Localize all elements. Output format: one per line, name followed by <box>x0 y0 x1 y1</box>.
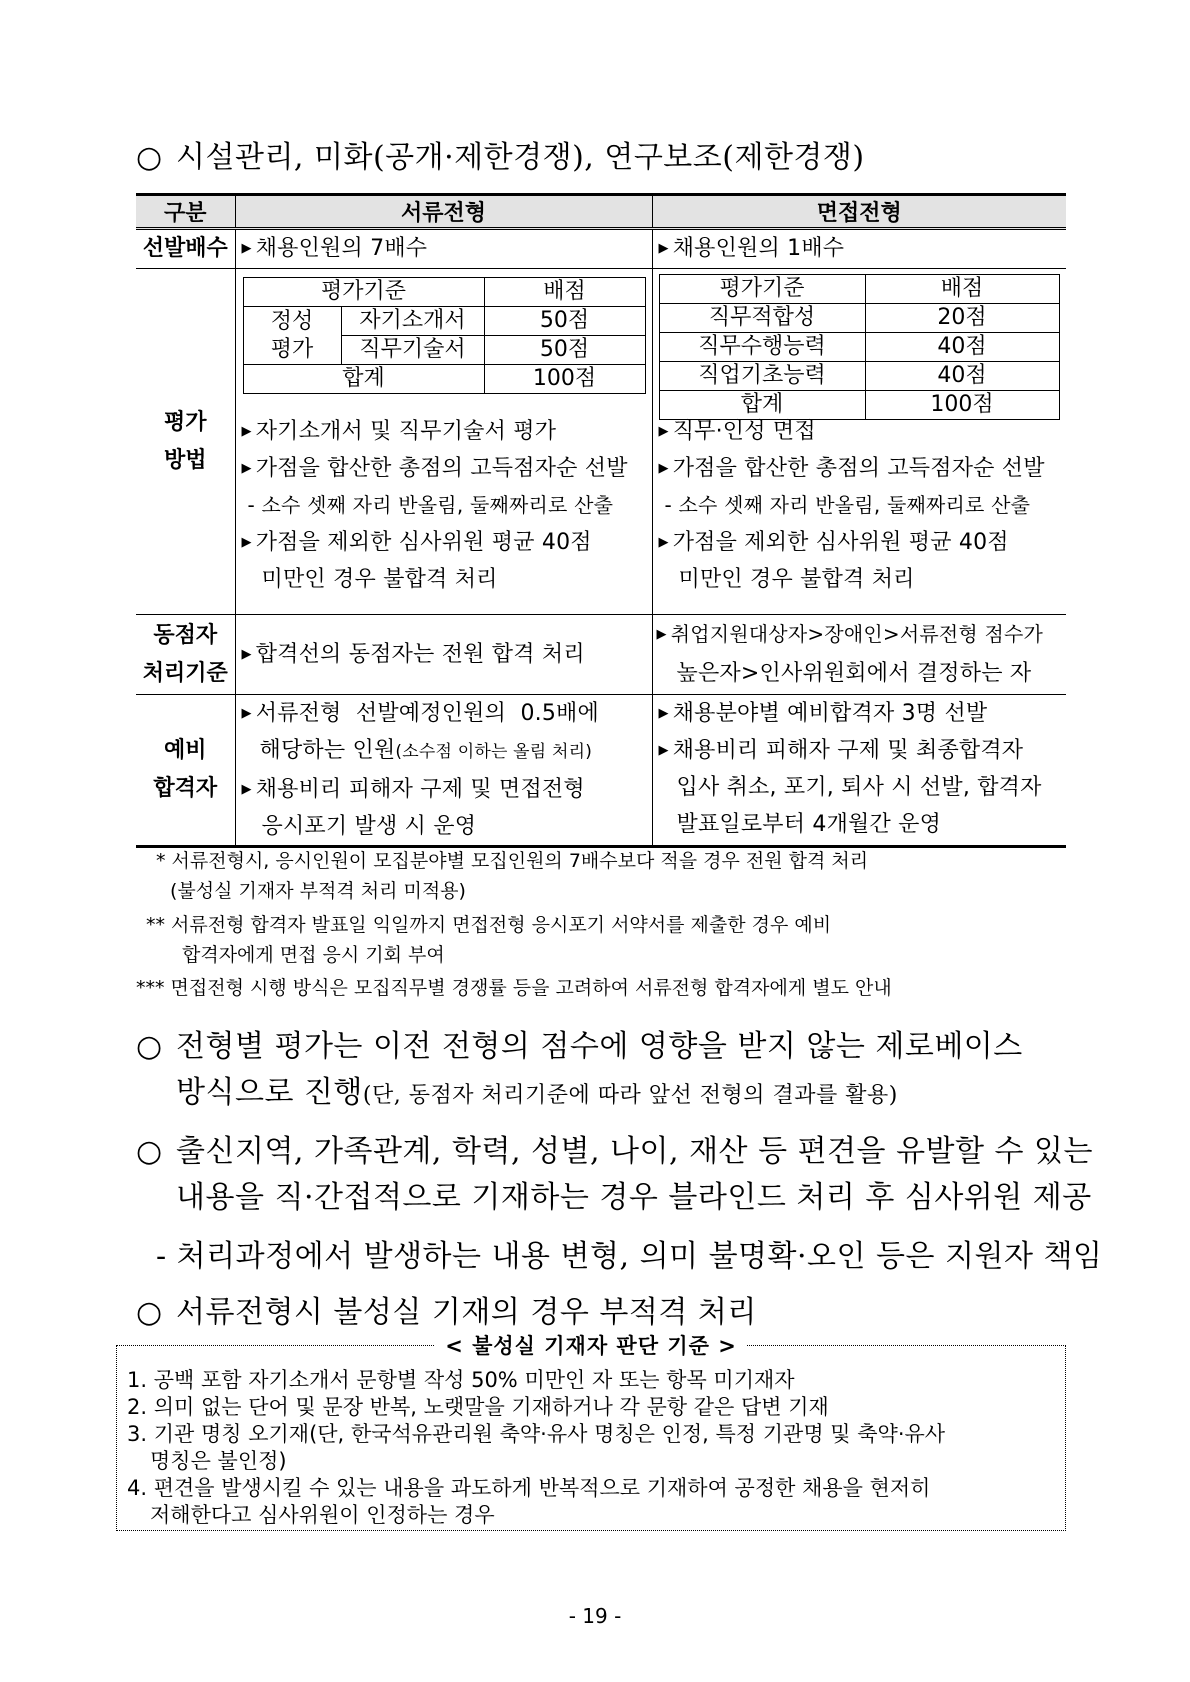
header-interview-screening: 면접전형 <box>652 195 1066 229</box>
criteria-item-4-cont: 저해한다고 심사위원이 인정하는 경우 <box>150 1503 495 1527</box>
insincere-entry-criteria-box <box>116 1334 1066 1531</box>
page-number: - 19 - <box>568 1604 622 1628</box>
footnote-3: *** 면접전형 시행 방식은 모집직무별 경쟁률 등을 고려하여 서류전형 합격자에게 별도 안내 <box>136 977 892 999</box>
triangle-bullet-icon: ▶ <box>658 424 669 439</box>
recruitment-table <box>136 193 1066 848</box>
criteria-item-4: 4. 편견을 발생시킬 수 있는 내용을 과도하게 반복적으로 기재하여 공정한 채용을 현저히 <box>127 1476 931 1500</box>
circle-bullet-icon: ○ <box>136 140 163 175</box>
triangle-bullet-icon: ▶ <box>241 647 252 662</box>
triangle-bullet-icon: ▶ <box>241 424 252 439</box>
criteria-item-2: 2. 의미 없는 단어 및 문장 반복, 노랫말을 기재하거나 각 문항 같은 답변 기재 <box>127 1395 829 1419</box>
triangle-bullet-icon: ▶ <box>241 241 252 256</box>
row-label-selection-count: 선발배수 <box>136 229 235 269</box>
footnote-2-cont: 합격자에게 면접 응시 기회 부여 <box>182 944 445 966</box>
section-heading-3: ○ 출신지역, 가족관계, 학력, 성별, 나이, 재산 등 편견을 유발할 수 있는 <box>136 1132 1093 1172</box>
triangle-bullet-icon: ▶ <box>241 782 252 797</box>
triangle-bullet-icon: ▶ <box>658 743 669 758</box>
criteria-item-3: 3. 기관 명칭 오기재(단, 한국석유관리원 축약·유사 명칭은 인정, 특정 기관명 및 축약·유사 <box>127 1422 946 1446</box>
header-category: 구분 <box>136 195 235 229</box>
circle-bullet-icon: ○ <box>136 1029 163 1064</box>
table-row-tie-breaking: 동점자 처리기준 ▶ 합격선의 동점자는 전원 합격 처리 ▶ 취업지원대상자>장애인>서류전형 점수가 높은자>인사위원회에서 결정하는 자 <box>136 615 1066 695</box>
table-row-selection-count: 선발배수 ▶ 채용인원의 7배수 ▶ 채용인원의 1배수 <box>136 229 1066 269</box>
row-label-reserve-candidates: 예비 합격자 <box>136 695 235 847</box>
criteria-title: < 불성실 기재자 판단 기준 > <box>117 1330 1065 1360</box>
footnote-1-cont: (불성실 기재자 부적격 처리 미적용) <box>170 880 466 902</box>
triangle-bullet-icon: ▶ <box>241 461 252 476</box>
section-heading-3-cont: 내용을 직·간접적으로 기재하는 경우 블라인드 처리 후 심사위원 제공 <box>176 1180 1092 1215</box>
section-heading-2: ○ 전형별 평가는 이전 전형의 점수에 영향을 받지 않는 제로베이스 <box>136 1027 1023 1067</box>
qualitative-group-label: 정성 평가 <box>243 307 341 365</box>
circle-bullet-icon: ○ <box>136 1134 163 1169</box>
triangle-bullet-icon: ▶ <box>658 241 669 256</box>
row-label-evaluation-method: 평가 방법 <box>136 269 235 615</box>
footnote-2: ** 서류전형 합격자 발표일 익일까지 면접전형 응시포기 서약서를 제출한 경우 예비 <box>146 914 832 936</box>
section-heading-4: ○ 서류전형시 불성실 기재의 경우 부적격 처리 <box>136 1293 757 1333</box>
triangle-bullet-icon: ▶ <box>241 706 252 721</box>
footnote-1: * 서류전형시, 응시인원이 모집분야별 모집인원의 7배수보다 적을 경우 전원 합격 처리 <box>156 850 869 872</box>
section-3-sub-item: - 처리과정에서 발생하는 내용 변형, 의미 불명확·오인 등은 지원자 책임 <box>156 1239 1103 1274</box>
row-label-tie-breaking: 동점자 처리기준 <box>136 615 235 695</box>
section-heading-2-cont: 방식으로 진행(단, 동점자 처리기준에 따라 앞선 전형의 결과를 활용) <box>176 1075 898 1110</box>
table-row-reserve-candidates: 예비 합격자 ▶ 서류전형 선발예정인원의 0.5배에 해당하는 인원(소수점 이하는 올림 처리) ▶ 채용비리 피해자 구제 및 면접전형 응시포기 발생 시 운영 ▶ 채용분야별 예비합격자 3명 선발 ▶ 채용비리 피해자 구제 및 최종합격자 입사 취소, 포기, 퇴사 시 선발, 합격자 발표일로부터 4개월간 운영 <box>136 695 1066 847</box>
triangle-bullet-icon: ▶ <box>658 535 669 550</box>
triangle-bullet-icon: ▶ <box>658 706 669 721</box>
triangle-bullet-icon: ▶ <box>656 627 667 642</box>
triangle-bullet-icon: ▶ <box>658 461 669 476</box>
section-heading-1: ○ 시설관리, 미화(공개·제한경쟁), 연구보조(제한경쟁) <box>136 138 865 178</box>
criteria-item-3-cont: 명칭은 불인정) <box>150 1449 287 1473</box>
table-header-row <box>136 195 1066 229</box>
interview-score-table: 평가기준 배점 직무적합성 20점 직무수행능력 40점 직업기초능력 40점 합계 100점 <box>659 274 1060 420</box>
table-row-evaluation-method: 평가 방법 평가기준 배점 정성 평가 자기소개서 50점 직무기술서 50점 합계 100점 ▶ 자기소개서 및 직무기술서 평가 ▶ 가점을 합산한 총점의 고득점자순 선발 - 소수 셋째 자리 반올림, 둘째짜리로 산출 ▶ 가점을 제외한 심사위원 평균 40점 미만인 경우 불합격 처리 평가기준 배점 직무적합성 20점 직무수행능력 40점 직업기초능력 40점 합계 100점 ▶ 직무·인성 면접 ▶ 가점을 합산한 총점의 고득점자순 선발 - 소수 셋째 자리 반올림, 둘째짜리로 산출 ▶ 가점을 제외한 심사위원 평균 40점 미만인 경우 불합격 처리 <box>136 269 1066 615</box>
header-document-screening: 서류전형 <box>235 195 652 229</box>
triangle-bullet-icon: ▶ <box>241 535 252 550</box>
document-score-table: 평가기준 배점 정성 평가 자기소개서 50점 직무기술서 50점 합계 100점 <box>243 277 646 394</box>
circle-bullet-icon: ○ <box>136 1295 163 1330</box>
criteria-item-1: 1. 공백 포함 자기소개서 문항별 작성 50% 미만인 자 또는 항목 미기재자 <box>127 1368 795 1392</box>
